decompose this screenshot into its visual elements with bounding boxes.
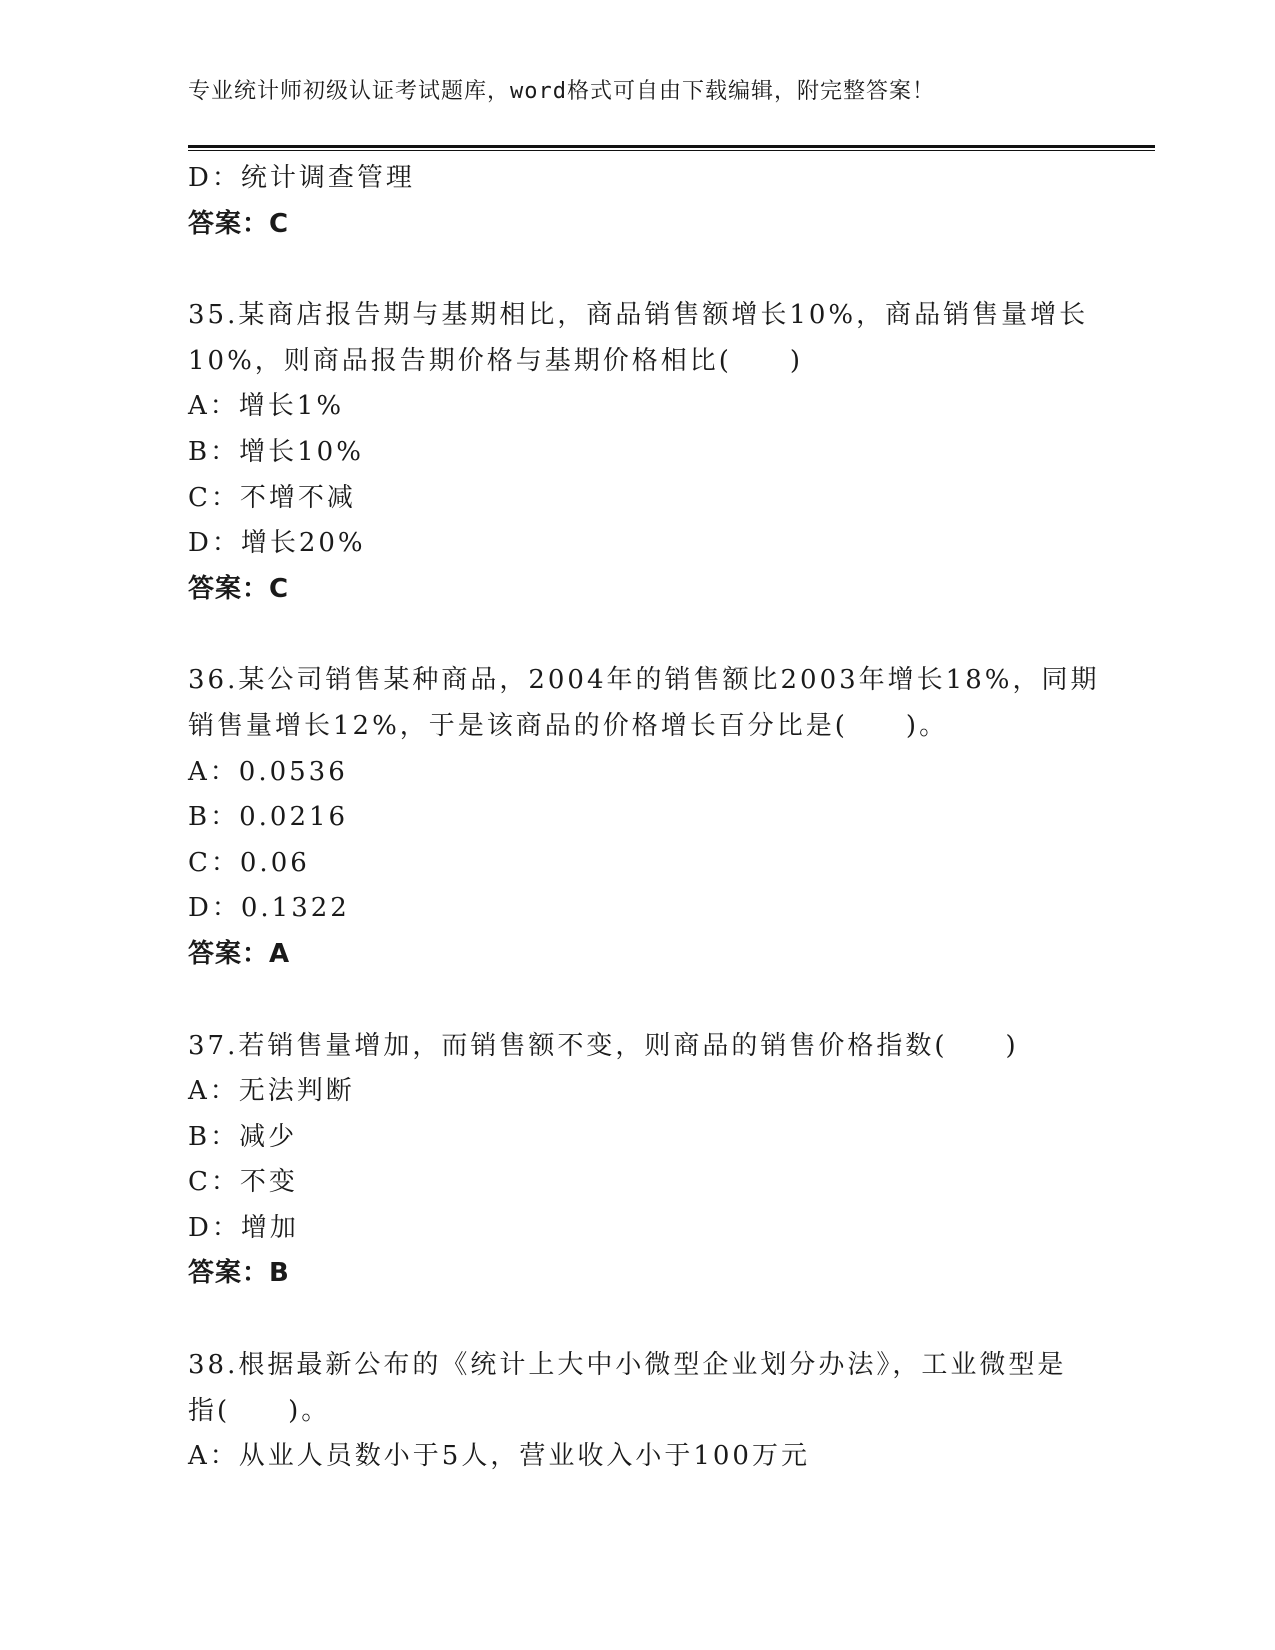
option-d: D：0.1322 bbox=[188, 893, 350, 924]
answer-line: 答案：A bbox=[188, 938, 291, 969]
option-b: B：增长10% bbox=[188, 436, 364, 467]
question-block-37 bbox=[188, 1024, 1088, 1298]
question-block-38 bbox=[188, 1343, 1088, 1480]
option-c: C：不增不减 bbox=[188, 482, 356, 513]
spacer bbox=[188, 978, 1088, 1024]
answer-line: 答案：B bbox=[188, 1258, 290, 1289]
option-d: D：增长20% bbox=[188, 528, 366, 559]
option-a: A：从业人员数小于5人，营业收入小于100万元 bbox=[188, 1441, 810, 1472]
answer-line: 答案：C bbox=[188, 208, 290, 239]
option-d: D：统计调查管理 bbox=[188, 163, 415, 193]
header-rule-thick bbox=[188, 145, 1155, 148]
question-text: 36.某公司销售某种商品，2004年的销售额比2003年增长18%，同期 bbox=[188, 665, 1100, 696]
option-c: C：不变 bbox=[188, 1167, 298, 1198]
question-text: 指( )。 bbox=[188, 1395, 331, 1426]
option-b: B：0.0216 bbox=[188, 802, 349, 833]
option-c: C：0.06 bbox=[188, 847, 310, 878]
question-text: 37.若销售量增加，而销售额不变，则商品的销售价格指数( ) bbox=[188, 1030, 1019, 1061]
question-block-34 bbox=[188, 156, 1088, 247]
option-a: A：增长1% bbox=[188, 391, 345, 422]
question-block-35 bbox=[188, 293, 1088, 612]
question-block-36 bbox=[188, 658, 1100, 977]
spacer bbox=[188, 612, 1088, 658]
answer-line: 答案：C bbox=[188, 573, 290, 604]
option-a: A：无法判断 bbox=[188, 1076, 355, 1107]
option-d: D：增加 bbox=[188, 1212, 299, 1243]
page-header: 专业统计师初级认证考试题库，word格式可自由下载编辑，附完整答案！ bbox=[188, 79, 935, 104]
question-content bbox=[188, 156, 1100, 1480]
option-b: B：减少 bbox=[188, 1121, 298, 1152]
question-text: 35.某商店报告期与基期相比，商品销售额增长10%，商品销售量增长 bbox=[188, 300, 1089, 331]
question-text: 38.根据最新公布的《统计上大中小微型企业划分办法》，工业微型是 bbox=[188, 1350, 1067, 1381]
option-a: A：0.0536 bbox=[188, 756, 348, 787]
spacer bbox=[188, 1297, 1088, 1343]
question-text: 销售量增长12%，于是该商品的价格增长百分比是( )。 bbox=[188, 710, 949, 741]
header-rule-thin bbox=[188, 150, 1155, 151]
question-text: 10%，则商品报告期价格与基期价格相比( ) bbox=[188, 345, 804, 376]
spacer bbox=[188, 247, 1088, 293]
